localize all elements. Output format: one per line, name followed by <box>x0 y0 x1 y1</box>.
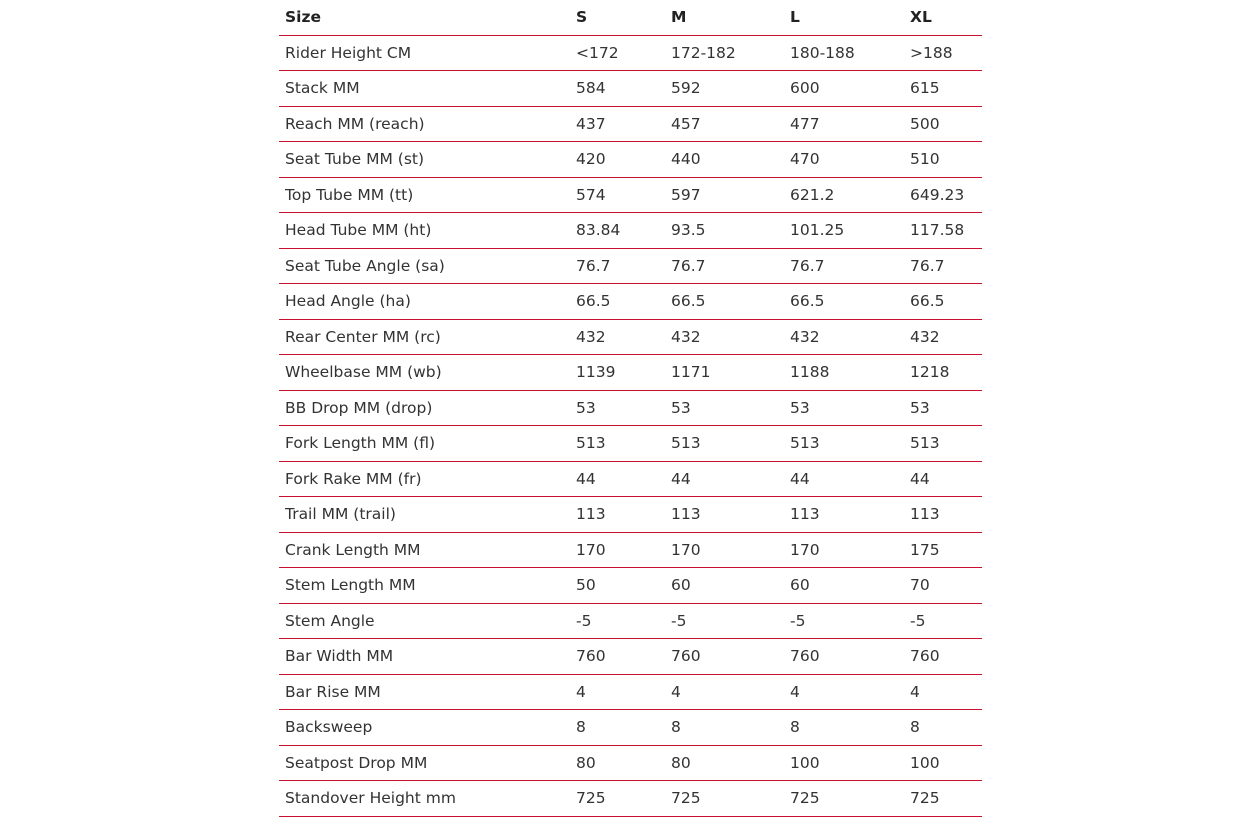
cell-m: 53 <box>665 390 784 426</box>
cell-l: 76.7 <box>784 248 904 284</box>
table-header <box>279 0 982 35</box>
header-xl: XL <box>904 0 982 35</box>
cell-m: 93.5 <box>665 213 784 249</box>
cell-s: 170 <box>570 532 665 568</box>
cell-m: 513 <box>665 426 784 462</box>
cell-l: 432 <box>784 319 904 355</box>
cell-s: 44 <box>570 461 665 497</box>
cell-m: 597 <box>665 177 784 213</box>
cell-xl: 725 <box>904 781 982 817</box>
cell-l: 100 <box>784 745 904 781</box>
row-label: Crank Length MM <box>279 532 570 568</box>
cell-s: 760 <box>570 639 665 675</box>
cell-m: 60 <box>665 568 784 604</box>
cell-m: 8 <box>665 710 784 746</box>
cell-xl: 44 <box>904 461 982 497</box>
table-row <box>279 781 982 817</box>
header-m: M <box>665 0 784 35</box>
cell-s: <172 <box>570 35 665 71</box>
table-row <box>279 71 982 107</box>
table-row <box>279 426 982 462</box>
cell-m: 170 <box>665 532 784 568</box>
table-row <box>279 177 982 213</box>
cell-xl: 615 <box>904 71 982 107</box>
cell-xl: 4 <box>904 674 982 710</box>
cell-m: 76.7 <box>665 248 784 284</box>
cell-s: 1139 <box>570 355 665 391</box>
row-label: Seat Tube MM (st) <box>279 142 570 178</box>
cell-m: 432 <box>665 319 784 355</box>
cell-m: -5 <box>665 603 784 639</box>
cell-xl: 53 <box>904 390 982 426</box>
row-label: BB Drop MM (drop) <box>279 390 570 426</box>
table-row <box>279 142 982 178</box>
table-row <box>279 603 982 639</box>
cell-m: 725 <box>665 781 784 817</box>
cell-xl: 760 <box>904 639 982 675</box>
cell-s: 513 <box>570 426 665 462</box>
table-row <box>279 213 982 249</box>
table-row <box>279 461 982 497</box>
cell-xl: 1218 <box>904 355 982 391</box>
cell-l: 4 <box>784 674 904 710</box>
cell-m: 440 <box>665 142 784 178</box>
cell-s: 66.5 <box>570 284 665 320</box>
cell-xl: 70 <box>904 568 982 604</box>
table-row <box>279 284 982 320</box>
cell-s: 53 <box>570 390 665 426</box>
header-row <box>279 0 982 35</box>
row-label: Seatpost Drop MM <box>279 745 570 781</box>
cell-s: 80 <box>570 745 665 781</box>
cell-xl: 100 <box>904 745 982 781</box>
row-label: Head Angle (ha) <box>279 284 570 320</box>
cell-s: 113 <box>570 497 665 533</box>
row-label: Wheelbase MM (wb) <box>279 355 570 391</box>
table-row <box>279 674 982 710</box>
row-label: Bar Rise MM <box>279 674 570 710</box>
cell-xl: 76.7 <box>904 248 982 284</box>
cell-l: 600 <box>784 71 904 107</box>
row-label: Stem Angle <box>279 603 570 639</box>
cell-l: 113 <box>784 497 904 533</box>
cell-xl: 113 <box>904 497 982 533</box>
table-row <box>279 639 982 675</box>
cell-l: 60 <box>784 568 904 604</box>
table-row <box>279 319 982 355</box>
cell-s: 725 <box>570 781 665 817</box>
cell-m: 592 <box>665 71 784 107</box>
row-label: Fork Length MM (fl) <box>279 426 570 462</box>
row-label: Standover Height mm <box>279 781 570 817</box>
cell-m: 113 <box>665 497 784 533</box>
cell-xl: 500 <box>904 106 982 142</box>
cell-xl: -5 <box>904 603 982 639</box>
cell-s: 437 <box>570 106 665 142</box>
row-label: Trail MM (trail) <box>279 497 570 533</box>
cell-xl: 432 <box>904 319 982 355</box>
cell-m: 44 <box>665 461 784 497</box>
row-label: Bar Width MM <box>279 639 570 675</box>
cell-s: 83.84 <box>570 213 665 249</box>
row-label: Reach MM (reach) <box>279 106 570 142</box>
cell-m: 457 <box>665 106 784 142</box>
cell-l: 1188 <box>784 355 904 391</box>
cell-s: 584 <box>570 71 665 107</box>
geometry-table <box>279 0 982 817</box>
cell-xl: 513 <box>904 426 982 462</box>
table-row <box>279 497 982 533</box>
cell-xl: 510 <box>904 142 982 178</box>
header-s: S <box>570 0 665 35</box>
cell-m: 66.5 <box>665 284 784 320</box>
cell-l: 8 <box>784 710 904 746</box>
cell-xl: >188 <box>904 35 982 71</box>
cell-s: 50 <box>570 568 665 604</box>
cell-xl: 8 <box>904 710 982 746</box>
cell-l: 66.5 <box>784 284 904 320</box>
cell-l: 621.2 <box>784 177 904 213</box>
cell-m: 760 <box>665 639 784 675</box>
cell-m: 172-182 <box>665 35 784 71</box>
row-label: Rear Center MM (rc) <box>279 319 570 355</box>
table-row <box>279 106 982 142</box>
row-label: Backsweep <box>279 710 570 746</box>
cell-xl: 66.5 <box>904 284 982 320</box>
table-row <box>279 745 982 781</box>
table-row <box>279 248 982 284</box>
row-label: Fork Rake MM (fr) <box>279 461 570 497</box>
cell-xl: 175 <box>904 532 982 568</box>
cell-s: 432 <box>570 319 665 355</box>
table-row <box>279 390 982 426</box>
cell-m: 80 <box>665 745 784 781</box>
cell-l: 725 <box>784 781 904 817</box>
row-label: Seat Tube Angle (sa) <box>279 248 570 284</box>
cell-l: 180-188 <box>784 35 904 71</box>
table-row <box>279 532 982 568</box>
cell-s: 4 <box>570 674 665 710</box>
row-label: Top Tube MM (tt) <box>279 177 570 213</box>
cell-l: 760 <box>784 639 904 675</box>
header-l: L <box>784 0 904 35</box>
cell-s: 420 <box>570 142 665 178</box>
cell-l: 513 <box>784 426 904 462</box>
cell-s: 76.7 <box>570 248 665 284</box>
table-row <box>279 568 982 604</box>
table-row <box>279 35 982 71</box>
cell-s: -5 <box>570 603 665 639</box>
cell-xl: 649.23 <box>904 177 982 213</box>
cell-l: 101.25 <box>784 213 904 249</box>
row-label: Rider Height CM <box>279 35 570 71</box>
row-label: Head Tube MM (ht) <box>279 213 570 249</box>
cell-l: -5 <box>784 603 904 639</box>
table-body <box>279 35 982 816</box>
table-row <box>279 355 982 391</box>
cell-l: 170 <box>784 532 904 568</box>
cell-l: 53 <box>784 390 904 426</box>
row-label: Stem Length MM <box>279 568 570 604</box>
cell-l: 44 <box>784 461 904 497</box>
cell-m: 4 <box>665 674 784 710</box>
cell-s: 8 <box>570 710 665 746</box>
row-label: Stack MM <box>279 71 570 107</box>
cell-xl: 117.58 <box>904 213 982 249</box>
header-size: Size <box>279 0 570 35</box>
cell-l: 470 <box>784 142 904 178</box>
cell-l: 477 <box>784 106 904 142</box>
cell-m: 1171 <box>665 355 784 391</box>
cell-s: 574 <box>570 177 665 213</box>
table-row <box>279 710 982 746</box>
